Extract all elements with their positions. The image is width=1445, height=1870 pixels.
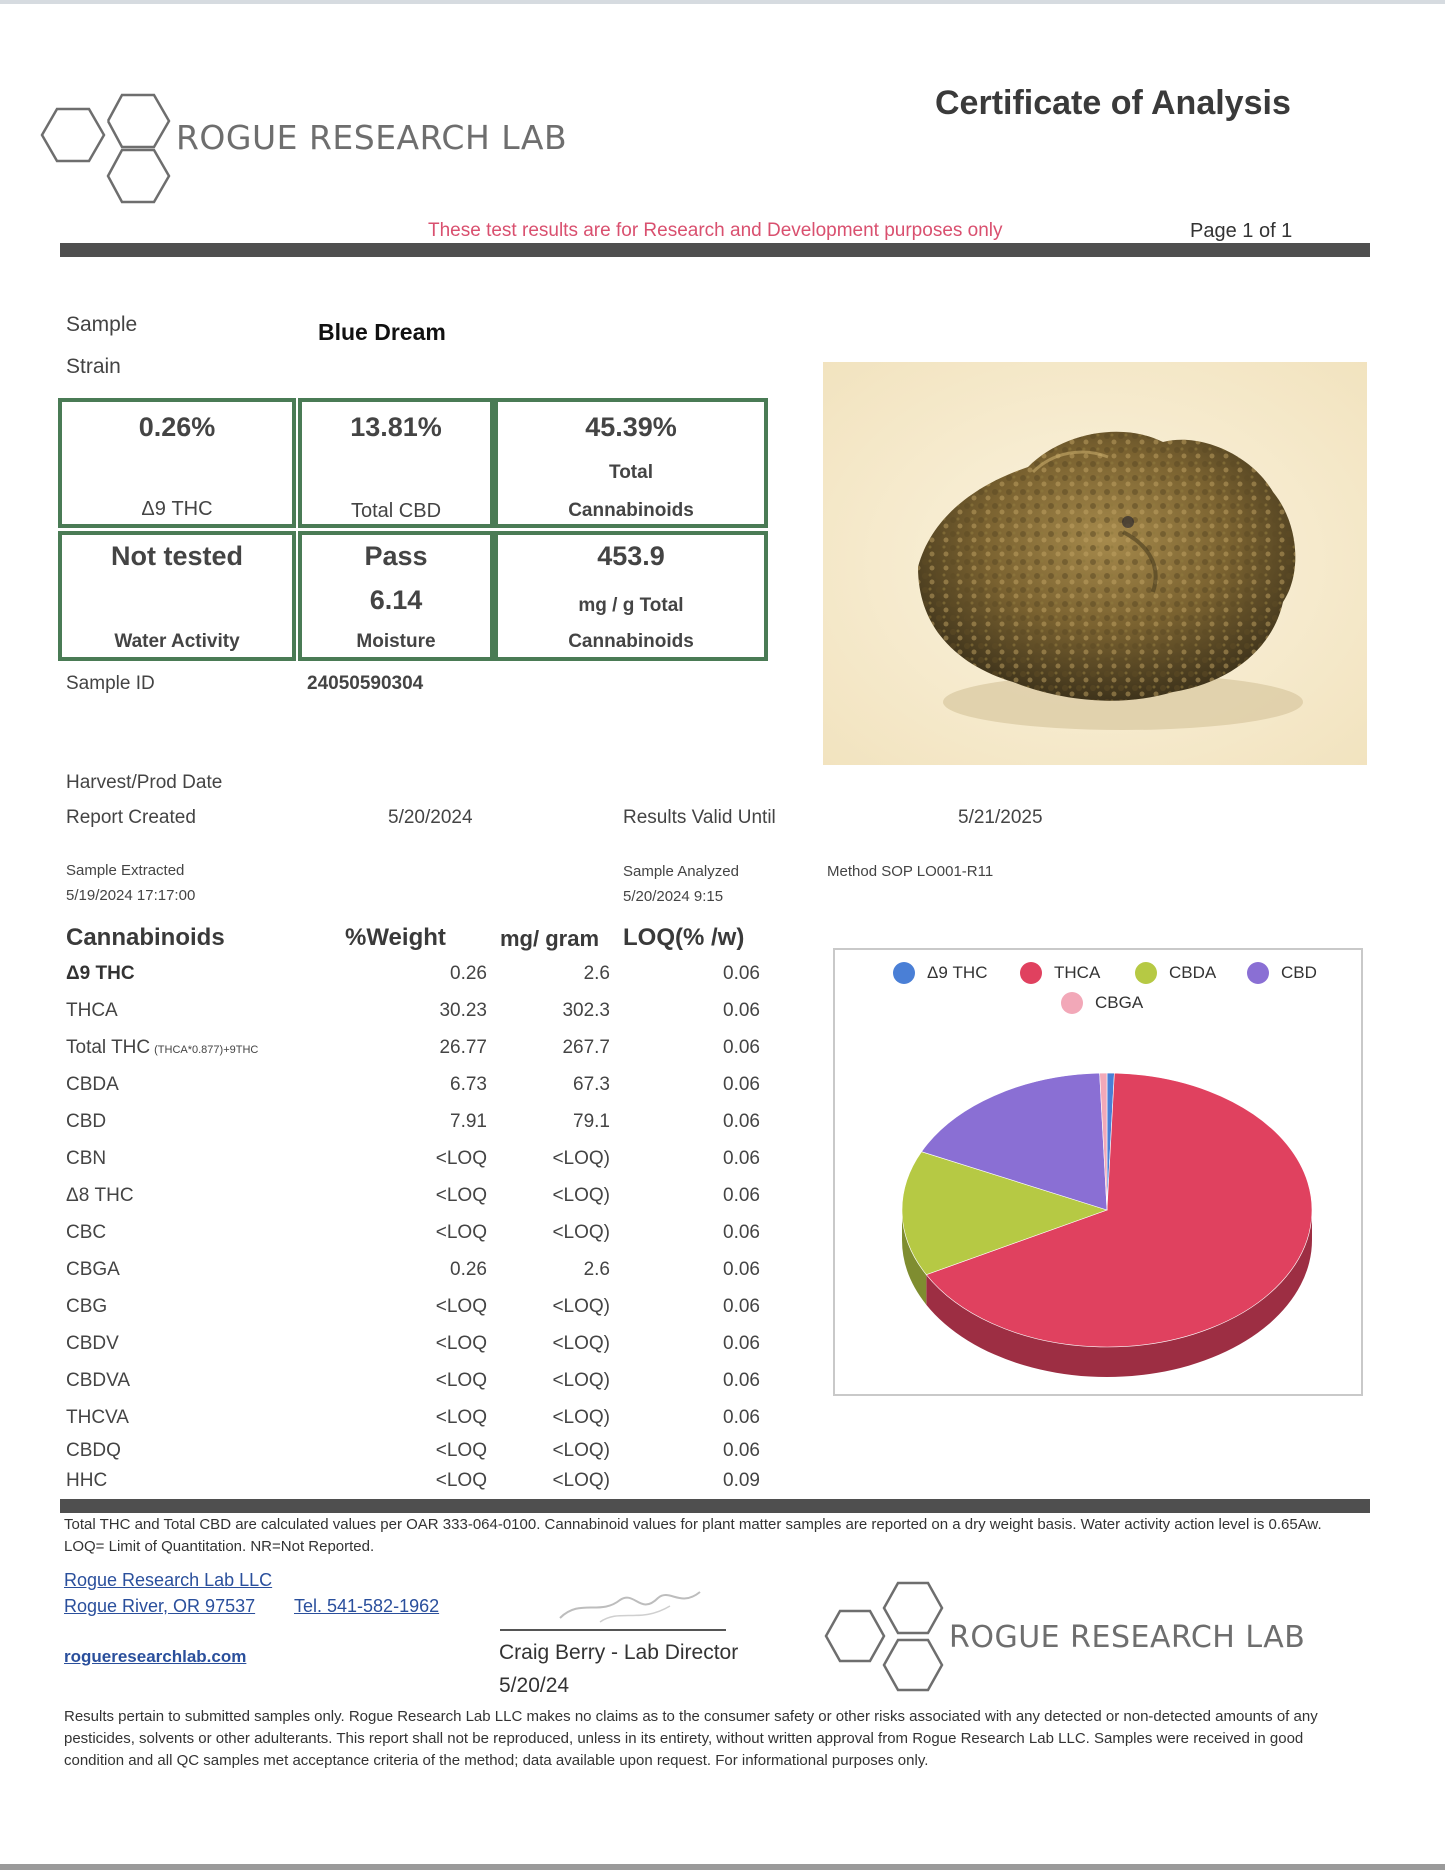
cannabinoid-loq: 0.06: [723, 1296, 760, 1317]
results-valid-label: Results Valid Until: [623, 807, 776, 828]
cannabinoid-mg: 2.6: [583, 1259, 610, 1280]
top-edge: [0, 0, 1445, 4]
summary-caption-line2: Cannabinoids: [568, 631, 694, 652]
cannabinoid-weight: <LOQ: [435, 1148, 487, 1169]
cannabinoid-mg: 79.1: [573, 1111, 610, 1132]
cannabinoid-mg: 67.3: [573, 1074, 610, 1095]
cannabinoid-weight: 26.77: [439, 1037, 487, 1058]
summary-box-d9thc: [58, 398, 296, 528]
cannabinoid-chart: [833, 948, 1363, 1396]
summary-value: 45.39%: [585, 412, 677, 442]
summary-box-moisture: [298, 531, 494, 661]
table-header-mg: mg/ gram: [500, 926, 600, 951]
legend-label: THCA: [1054, 963, 1101, 982]
cannabinoid-name: CBDV: [66, 1333, 119, 1354]
sample-analyzed-value: 5/20/2024 9:15: [623, 888, 724, 905]
pie-chart: [835, 950, 1361, 1394]
sample-extracted-value: 5/19/2024 17:17:00: [66, 887, 196, 904]
website-link[interactable]: rogueresearchlab.com: [64, 1647, 247, 1666]
cannabinoid-loq: 0.06: [723, 1185, 760, 1206]
sample-analyzed-label: Sample Analyzed: [623, 863, 739, 880]
cannabinoid-loq: 0.06: [723, 963, 760, 984]
cannabinoid-loq: 0.06: [723, 1148, 760, 1169]
cannabinoid-name: THCA: [66, 1000, 118, 1021]
summary-caption: Moisture: [356, 631, 436, 652]
summary-value: 453.9: [597, 541, 665, 571]
cannabinoid-mg: <LOQ): [552, 1296, 610, 1317]
cannabinoid-loq: 0.06: [723, 1440, 760, 1461]
summary-box-water-activity: [58, 531, 296, 661]
sample-label: Sample: [66, 313, 138, 336]
cannabinoid-weight: 6.73: [450, 1074, 487, 1095]
cannabinoid-name: Total THC (THCA*0.877)+9THC: [66, 1037, 259, 1058]
summary-caption-line2: Cannabinoids: [568, 500, 694, 521]
results-valid-value: 5/21/2025: [958, 807, 1043, 828]
cannabinoid-weight: <LOQ: [435, 1470, 487, 1491]
cannabinoid-mg: <LOQ): [552, 1222, 610, 1243]
summary-caption: Total CBD: [350, 500, 442, 522]
signature-date: 5/20/24: [499, 1674, 570, 1697]
method: Method SOP LO001-R11: [827, 863, 994, 880]
cannabinoid-mg: 267.7: [562, 1037, 610, 1058]
summary-caption: Water Activity: [114, 631, 240, 652]
lab-llc-link[interactable]: Rogue Research Lab LLC: [64, 1570, 273, 1590]
signature-icon: [540, 1578, 720, 1634]
lab-director: Craig Berry - Lab Director: [499, 1641, 739, 1664]
cannabinoid-weight: 0.26: [450, 963, 487, 984]
table-header-weight: %Weight: [345, 924, 446, 951]
product-photo: [823, 362, 1367, 765]
cannabinoid-loq: 0.06: [723, 1222, 760, 1243]
summary-caption-line1: Total: [609, 462, 653, 483]
cannabinoid-name: HHC: [66, 1470, 108, 1491]
legend-label: CBD: [1281, 963, 1317, 982]
cannabinoid-mg: <LOQ): [552, 1440, 610, 1461]
legend-label: CBDA: [1169, 963, 1217, 982]
cannabinoid-name: CBC: [66, 1222, 107, 1243]
cannabinoid-mg: 2.6: [583, 963, 610, 984]
hexagon-logo-icon: [822, 1570, 962, 1700]
strain-name: Blue Dream: [318, 319, 446, 345]
bottom-edge: [0, 1864, 1445, 1870]
summary-caption-line1: mg / g Total: [578, 595, 684, 616]
summary-box-mg-total: [494, 531, 768, 661]
cannabinoid-loq: 0.06: [723, 1111, 760, 1132]
cannabinoid-name: CBDA: [66, 1074, 119, 1095]
sample-id-label: Sample ID: [66, 673, 155, 694]
cannabinoid-name: CBD: [66, 1111, 107, 1132]
lab-name-footer: ROGUE RESEARCH LAB: [949, 1620, 1306, 1655]
sample-extracted-label: Sample Extracted: [66, 862, 185, 879]
cannabinoid-weight: <LOQ: [435, 1296, 487, 1317]
cannabinoid-weight: 30.23: [439, 1000, 487, 1021]
summary-box-total-cbd: [298, 398, 494, 528]
rd-notice: These test results are for Research and Development purposes only: [428, 220, 1003, 241]
cannabinoid-mg: <LOQ): [552, 1407, 610, 1428]
report-created-value: 5/20/2024: [388, 807, 473, 828]
disclaimer: Results pertain to submitted samples only. Rogue Research Lab LLC makes no claims as to the consumer safety or other risks associated with any detected or non-detected amounts of any pesticides, solvents or other adulterants. This report shall not be reproduced, unless in its entirety, without written approval from Rogue Research Lab LLC. Samples were received in good condition and all QC samples met acceptance criteria of the method; data available upon request. For informational purposes only.: [64, 1708, 1318, 1769]
cannabinoid-mg: <LOQ): [552, 1185, 610, 1206]
sample-analyzed: [623, 859, 739, 909]
cannabinoid-weight: <LOQ: [435, 1185, 487, 1206]
cannabinoid-name: CBG: [66, 1296, 108, 1317]
calculation-note: Total THC and Total CBD are calculated values per OAR 333-064-0100. Cannabinoid values for plant matter samples are reported on a dry weight basis. Water activity action level is 0.65Aw. LOQ= Limit of Quantitation. NR=Not Reported.: [64, 1516, 1322, 1555]
header-divider: [60, 243, 1370, 257]
cannabinoid-weight: <LOQ: [435, 1333, 487, 1354]
cannabinoid-mg: <LOQ): [552, 1470, 610, 1491]
cannabinoid-weight: 7.91: [450, 1111, 487, 1132]
cannabinoid-name: Δ9 THC: [66, 963, 135, 984]
cannabinoid-weight: <LOQ: [435, 1370, 487, 1391]
cannabinoid-weight: <LOQ: [435, 1407, 487, 1428]
signature-line: [500, 1629, 726, 1631]
lab-name-header: ROGUE RESEARCH LAB: [176, 118, 568, 157]
cannabinoid-mg: <LOQ): [552, 1148, 610, 1169]
page-title: Certificate of Analysis: [935, 84, 1291, 122]
harvest-date-label: Harvest/Prod Date: [66, 772, 223, 793]
legend-label: CBGA: [1095, 993, 1144, 1012]
phone-link[interactable]: Tel. 541-582-1962: [294, 1596, 440, 1616]
strain-label: Strain: [66, 355, 121, 378]
sample-id-value: 24050590304: [307, 673, 424, 694]
cannabinoid-name: THCVA: [66, 1407, 129, 1428]
cannabinoid-loq: 0.06: [723, 1370, 760, 1391]
cannabinoid-name: CBGA: [66, 1259, 120, 1280]
cannabinoid-loq: 0.06: [723, 1259, 760, 1280]
hexagon-logo-icon: [38, 90, 188, 212]
legend-label: Δ9 THC: [927, 963, 988, 982]
cannabinoid-weight: <LOQ: [435, 1440, 487, 1461]
page-number: Page 1 of 1: [1190, 220, 1293, 242]
cannabinoid-name: CBN: [66, 1148, 107, 1169]
cannabinoid-loq: 0.06: [723, 1000, 760, 1021]
cannabinoid-name: CBDQ: [66, 1440, 121, 1461]
cannabinoid-loq: 0.06: [723, 1407, 760, 1428]
summary-value: Pass: [364, 541, 428, 571]
summary-value: 0.26%: [138, 412, 216, 442]
cannabinoid-mg: <LOQ): [552, 1333, 610, 1354]
total-thc-formula: (THCA*0.877)+9THC: [154, 1044, 259, 1056]
table-header-loq: LOQ(% /w): [623, 924, 745, 951]
cannabinoid-name: Δ8 THC: [66, 1185, 134, 1206]
summary-value-2: 6.14: [369, 585, 423, 615]
cannabinoid-weight: 0.26: [450, 1259, 487, 1280]
summary-caption: Δ9 THC: [141, 498, 213, 520]
address-link[interactable]: Rogue River, OR 97537: [64, 1596, 256, 1616]
cannabinoid-loq: 0.06: [723, 1074, 760, 1095]
cannabinoid-name: CBDVA: [66, 1370, 131, 1391]
cannabinoid-weight: <LOQ: [435, 1222, 487, 1243]
cannabinoid-mg: 302.3: [562, 1000, 610, 1021]
table-header-cannabinoids: Cannabinoids: [66, 924, 225, 951]
sample-extracted: [66, 858, 195, 908]
cannabinoid-loq: 0.06: [723, 1037, 760, 1058]
footer-divider: [60, 1499, 1370, 1513]
cannabinoid-loq: 0.09: [723, 1470, 760, 1491]
cannabinoid-loq: 0.06: [723, 1333, 760, 1354]
summary-value: Not tested: [110, 541, 243, 571]
summary-value: 13.81%: [350, 412, 442, 442]
summary-box-total-cannabinoids: [494, 398, 768, 528]
cannabinoid-mg: <LOQ): [552, 1370, 610, 1391]
report-created-label: Report Created: [66, 807, 196, 828]
